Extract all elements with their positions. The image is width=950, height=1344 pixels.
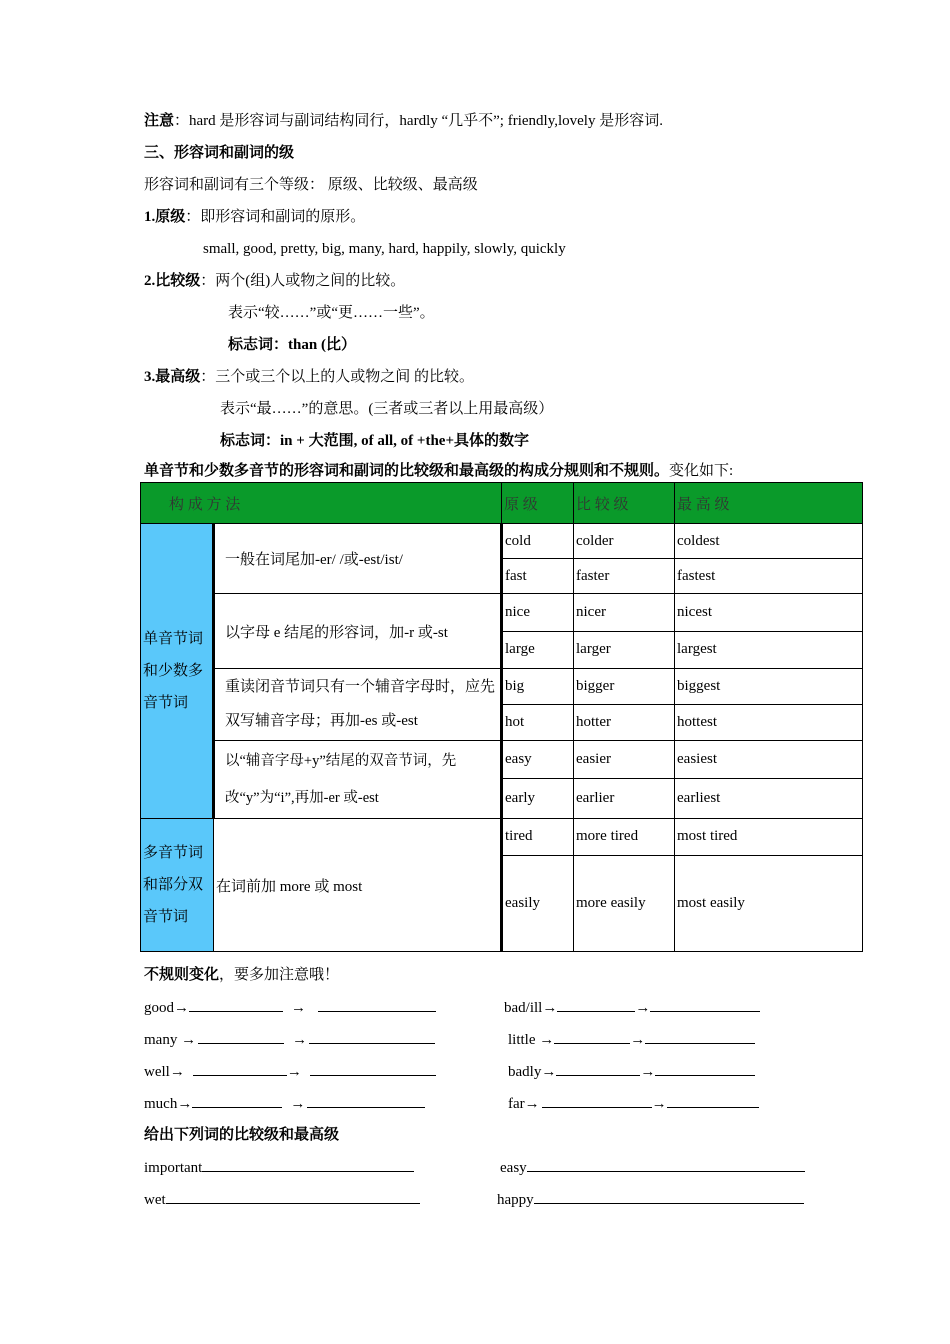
answer-blank[interactable] [166,1189,420,1204]
answer-blank[interactable] [542,1093,652,1108]
positive-label: 1.原级 [144,209,186,225]
table-intro [144,461,733,481]
cell-positive: cold [502,524,574,559]
cell-superlative: fastest [675,559,863,594]
answer-blank[interactable] [309,1029,435,1044]
irregular-row-bad [504,997,760,1018]
cell-comparative: hotter [574,704,675,740]
rule-2: 以字母 e 结尾的形容词，加-r 或-st [214,594,502,668]
answer-blank[interactable] [198,1029,284,1044]
superlative-text: ：三个或三个以上的人或物之间 的比较。 [200,369,475,385]
table-intro-text: 变化如下: [669,463,734,479]
answer-blank[interactable] [557,997,635,1012]
cell-positive: large [502,631,574,668]
cell-comparative: bigger [574,668,675,704]
cell-superlative: most tired [675,819,863,855]
superlative-marker-text: in + 大范围, of all, of +the+具体的数字 [280,433,529,449]
cell-positive: hot [502,704,574,740]
comparison-table [140,482,863,952]
rule-1: 一般在词尾加-er/ /或-est/ist/ [214,524,502,594]
comparative-marker [228,335,356,355]
cell-superlative: largest [675,631,863,668]
rule-5: 在词前加 more 或 most [214,819,502,952]
arrow-text: → [290,1096,306,1112]
exercise-word: easy [500,1160,527,1176]
table-row [141,741,863,779]
superlative-line [144,367,474,387]
cell-comparative: earlier [574,779,675,819]
arrow-text: → [291,1000,306,1016]
cell-superlative: easiest [675,741,863,779]
answer-blank[interactable] [307,1093,425,1108]
cell-superlative: nicest [675,594,863,631]
superlative-marker [220,431,529,451]
answer-blank[interactable] [318,997,436,1012]
irregular-row-many [144,1029,435,1050]
arrow-text: → [635,1000,651,1016]
comparative-marker-text: than (比） [288,337,356,353]
arrow-text: → [640,1064,656,1080]
irregular-row-far [508,1093,759,1114]
cell-positive: nice [502,594,574,631]
answer-blank[interactable] [192,1093,282,1108]
comparative-text: ：两个(组)人或物之间的比较。 [200,273,406,289]
cell-comparative: larger [574,631,675,668]
superlative-marker-label: 标志词： [220,433,281,449]
header-superlative: 最 高 级 [675,483,863,524]
superlative-label: 3.最高级 [144,369,201,385]
irregular-label: 不规则变化 [144,967,220,983]
table-row [141,668,863,704]
cell-positive: easily [502,855,574,952]
irregular-word: badly→ [508,1064,557,1080]
exercise-word: happy [497,1192,534,1208]
arrow-text: → [630,1032,646,1048]
answer-blank[interactable] [527,1157,805,1172]
cell-comparative: more easily [574,855,675,952]
exercise-item [144,1189,420,1210]
irregular-text: ，要多加注意哦！ [219,967,340,983]
cell-superlative: most easily [675,855,863,952]
cell-superlative: hottest [675,704,863,740]
irregular-word: good→ [144,1000,189,1016]
cell-comparative: colder [574,524,675,559]
table-row [141,819,863,855]
cell-positive: easy [502,741,574,779]
cell-positive: early [502,779,574,819]
irregular-row-good [144,997,436,1018]
arrow-text: → [292,1032,308,1048]
cell-positive: big [502,668,574,704]
irregular-word: far→ [508,1096,540,1112]
positive-examples: small, good, pretty, big, many, hard, happily, slowly, quickly [203,241,566,257]
group2-label: 多音节词和部分双音节词 [141,819,214,952]
comparative-line [144,271,405,291]
comparative-marker-label: 标志词： [228,337,289,353]
irregular-row-much [144,1093,425,1114]
note-text: ：hard 是形容词与副词结构同行，hardly “几乎不”; friendly,lovely 是形容词. [174,113,663,129]
cell-superlative: earliest [675,779,863,819]
irregular-word: bad/ill→ [504,1000,558,1016]
cell-comparative: nicer [574,594,675,631]
answer-blank[interactable] [645,1029,755,1044]
cell-superlative: biggest [675,668,863,704]
answer-blank[interactable] [202,1157,414,1172]
group1-label: 单音节词和少数多音节词 [141,524,214,819]
cell-positive: fast [502,559,574,594]
answer-blank[interactable] [655,1061,755,1076]
irregular-word: many → [144,1032,197,1048]
irregular-row-little [508,1029,755,1050]
irregular-word: well→ [144,1064,185,1080]
note-line [144,111,663,131]
header-comparative: 比 较 级 [574,483,675,524]
irregular-title [144,965,339,985]
answer-blank[interactable] [193,1061,287,1076]
exercise-item [144,1157,414,1178]
header-method: 构 成 方 法 [141,483,502,524]
irregular-word: much→ [144,1096,193,1112]
cell-superlative: coldest [675,524,863,559]
exercise-item [497,1189,804,1210]
exercise-word: important [144,1160,203,1176]
note-label: 注意 [144,113,175,129]
comparative-label: 2.比较级 [144,273,201,289]
irregular-row-badly [508,1061,755,1082]
answer-blank[interactable] [310,1061,436,1076]
arrow-text: → [651,1096,667,1112]
answer-blank[interactable] [554,1029,630,1044]
answer-blank[interactable] [189,997,283,1012]
positive-text: ：即形容词和副词的原形。 [185,209,366,225]
table-row [141,524,863,559]
arrow-text: → [286,1064,302,1080]
answer-blank[interactable] [556,1061,640,1076]
header-positive: 原 级 [502,483,574,524]
rule-4: 以“辅音字母+y”结尾的双音节词，先改“y”为“i”,再加-er 或-est [214,741,502,819]
table-intro-bold: 单音节和少数多音节的形容词和副词的比较级和最高级的构成分规则和不规则。 [144,463,670,479]
cell-comparative: easier [574,741,675,779]
answer-blank[interactable] [650,997,760,1012]
irregular-row-well [144,1061,436,1082]
irregular-word: little → [508,1032,555,1048]
section-title: 三、形容词和副词的级 [144,145,295,161]
answer-blank[interactable] [667,1093,759,1108]
superlative-meaning: 表示“最……”的意思。(三者或三者以上用最高级） [220,401,554,417]
rule-3: 重读闭音节词只有一个辅音字母时，应先双写辅音字母；再加-es 或-est [214,668,502,740]
cell-comparative: more tired [574,819,675,855]
exercise-item [500,1157,805,1178]
positive-line [144,207,365,227]
exercise-title: 给出下列词的比较级和最高级 [144,1127,340,1143]
cell-comparative: faster [574,559,675,594]
cell-positive: tired [502,819,574,855]
answer-blank[interactable] [534,1189,804,1204]
intro-text: 形容词和副词有三个等级： 原级、比较级、最高级 [144,177,478,193]
comparative-meaning: 表示“较……”或“更……一些”。 [228,305,435,321]
table-header-row [141,483,863,524]
exercise-word: wet [144,1192,166,1208]
table-row [141,594,863,631]
